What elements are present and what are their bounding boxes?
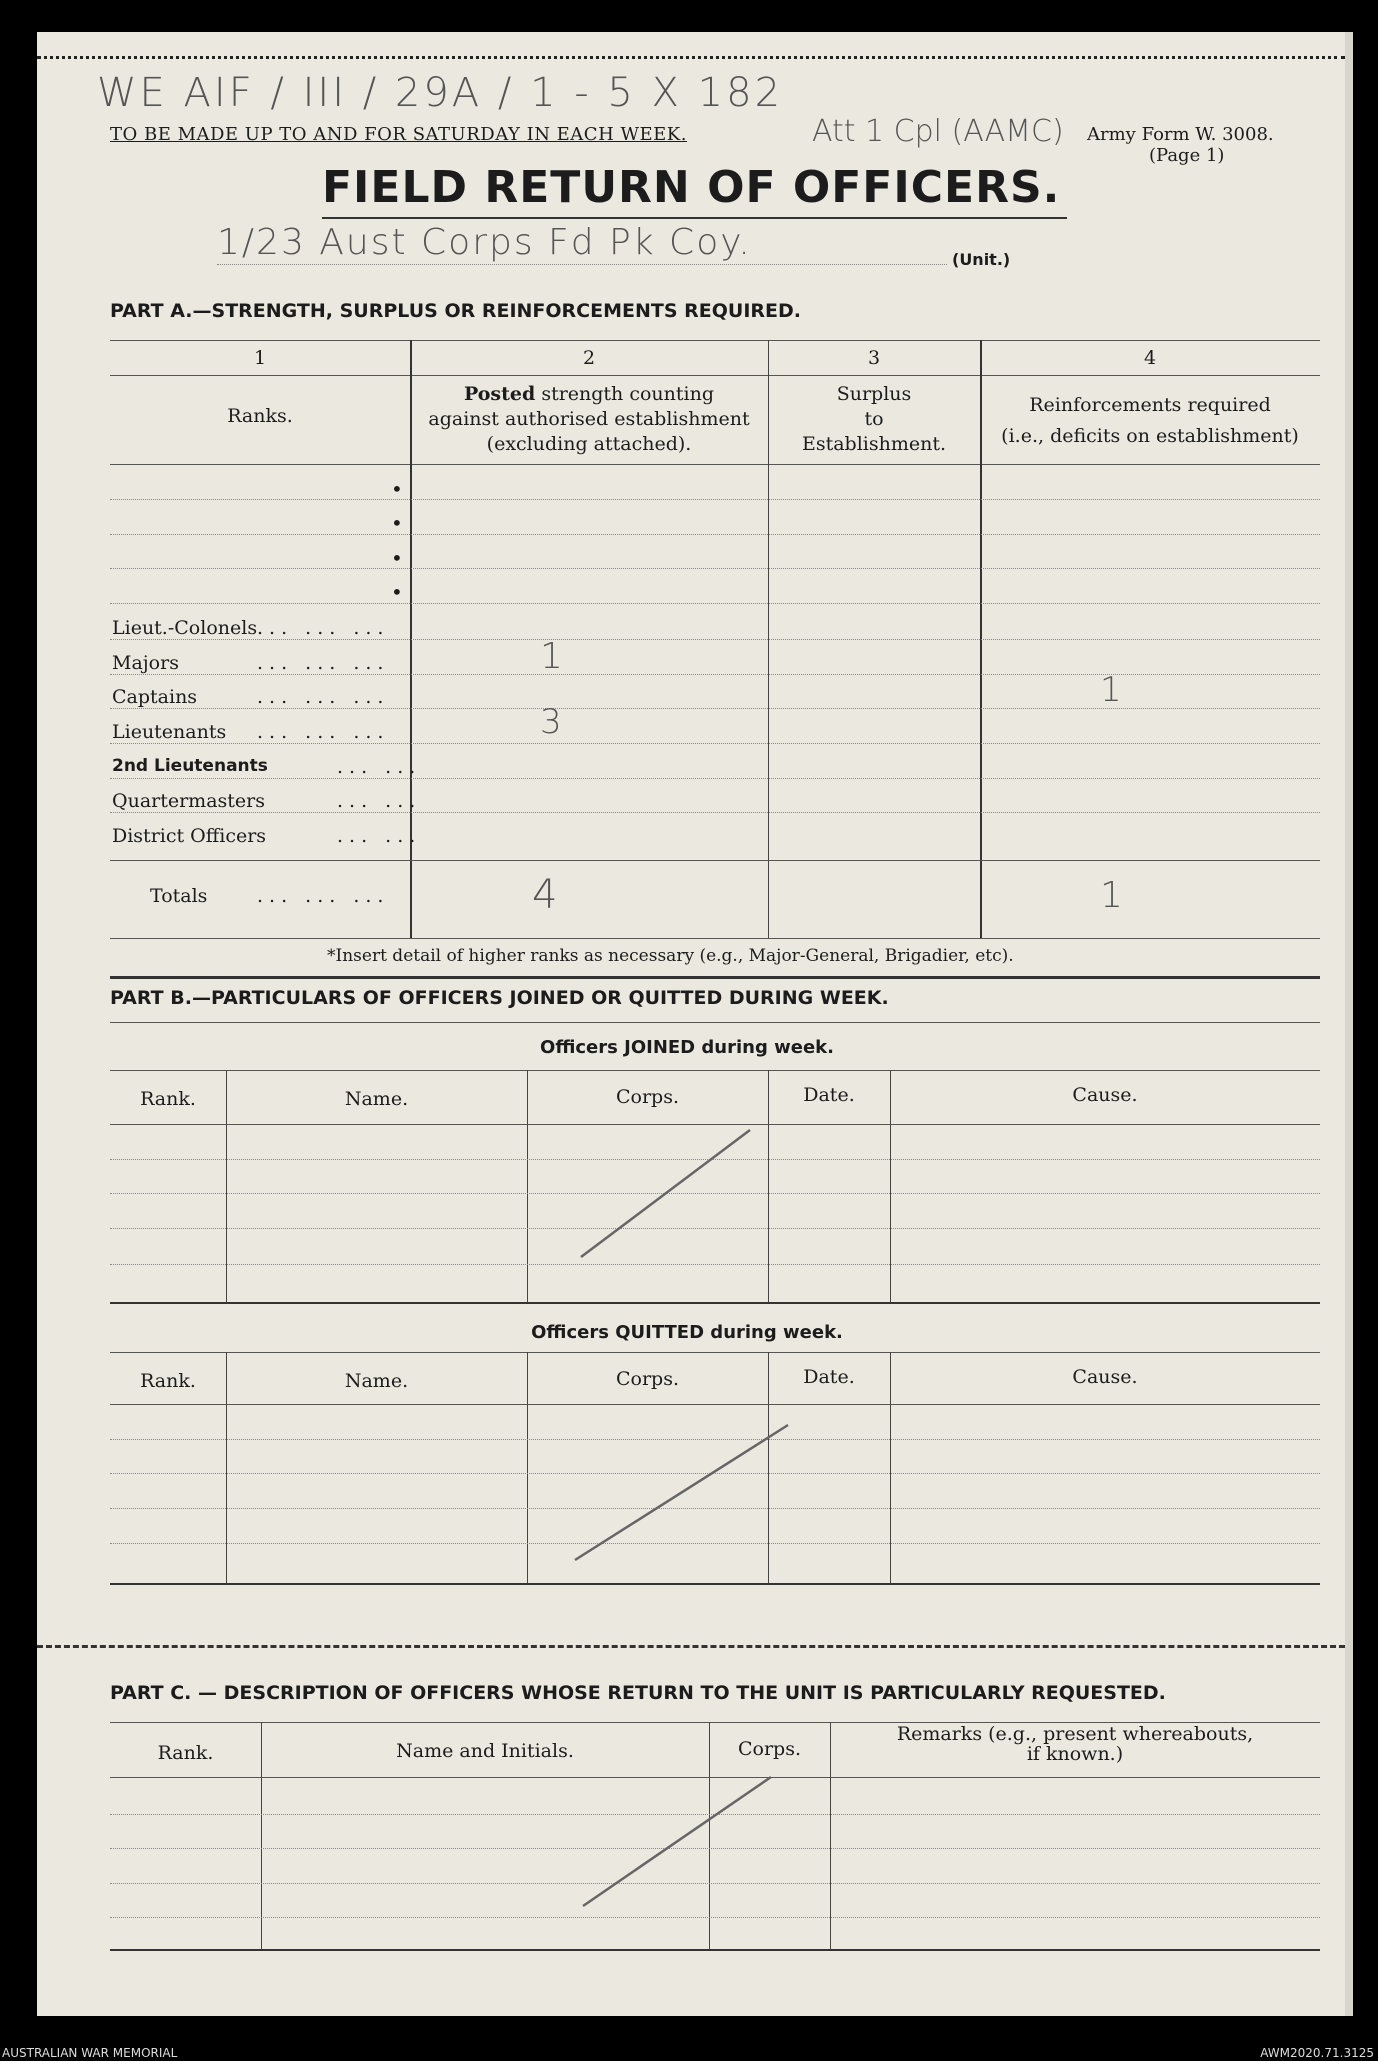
majors-posted-value: 1 (540, 636, 563, 677)
part-c-name-header: Name and Initials. (396, 1740, 574, 1762)
instruction-text: TO BE MADE UP TO AND FOR SATURDAY IN EACH WEEK. (110, 124, 687, 145)
posted-line-2: against authorised establishment (428, 408, 750, 430)
col-number-2: 2 (582, 347, 596, 369)
page-number: (Page 1) (1149, 145, 1225, 166)
quitted-strike-line (575, 1425, 788, 1560)
joined-title: Officers JOINED during week. (540, 1037, 834, 1058)
part-b-title: PART B.—PARTICULARS OF OFFICERS JOINED OR QUITTED DURING WEEK. (110, 987, 889, 1009)
totals-dots: ... ... ... (257, 885, 390, 907)
lieutenants-posted-value: 3 (540, 702, 562, 742)
rank-dots: ... ... ... (257, 686, 390, 708)
handwritten-unit: 1/23 Aust Corps Fd Pk Coy. (217, 222, 752, 263)
rank-dots: ... ... (337, 756, 422, 778)
handwritten-reference: WE AIF / III / 29A / 1 - 5 X 182 (97, 70, 784, 116)
rank-dots: ... ... (337, 825, 422, 847)
part-a-footnote: *Insert detail of higher ranks as necessary (e.g., Major-General, Brigadier, etc). (327, 946, 1014, 966)
posted-bold: Posted (463, 383, 536, 405)
bullet: • (391, 580, 403, 604)
part-c-title: PART C. — DESCRIPTION OF OFFICERS WHOSE RETURN TO THE UNIT IS PARTICULARLY REQUESTED. (110, 1682, 1166, 1704)
joined-rank-header: Rank. (140, 1088, 196, 1110)
part-c-rank-header: Rank. (157, 1742, 214, 1764)
quitted-name-header: Name. (344, 1370, 409, 1392)
rank-lieut-colonels: Lieut.-Colonels (112, 617, 258, 639)
pencil-strike-lines (37, 32, 1345, 2016)
bullet: • (391, 546, 403, 570)
part-c-strike-line (583, 1777, 771, 1906)
joined-corps-header: Corps. (615, 1086, 679, 1108)
remarks-line-2: if known.) (1026, 1743, 1124, 1765)
bullet: • (391, 511, 403, 535)
paper-edge (1345, 32, 1353, 2016)
rank-2nd-lieutenants: 2nd Lieutenants (112, 756, 268, 776)
totals-label: Totals (150, 885, 208, 907)
footer-right: AWM2020.71.3125 (1260, 2046, 1374, 2060)
rank-dots: ... ... (337, 790, 422, 812)
form-page (37, 32, 1345, 2016)
rank-district-officers: District Officers (112, 825, 267, 847)
reinforcements-line-1: Reinforcements required (1029, 394, 1271, 416)
rank-majors: Majors (112, 652, 179, 674)
form-number: Army Form W. 3008. (1087, 124, 1274, 145)
joined-cause-header: Cause. (1072, 1084, 1138, 1106)
captains-reinforcements-value: 1 (1100, 670, 1122, 710)
surplus-line-2: to (864, 408, 884, 430)
page-title: FIELD RETURN OF OFFICERS. (322, 162, 1061, 213)
surplus-line-1: Surplus (836, 383, 912, 405)
col-number-3: 3 (867, 347, 881, 369)
rank-lieutenants: Lieutenants (112, 721, 227, 743)
ranks-header: Ranks. (227, 405, 293, 427)
handwritten-attached: Att 1 Cpl (AAMC) (812, 114, 1064, 149)
part-a-title: PART A.—STRENGTH, SURPLUS OR REINFORCEMENTS REQUIRED. (110, 300, 802, 322)
joined-date-header: Date. (803, 1084, 855, 1106)
totals-posted-value: 4 (532, 872, 558, 918)
rank-dots: ... ... ... (257, 721, 390, 743)
posted-line-3: (excluding attached). (486, 433, 692, 455)
reinforcements-line-2: (i.e., deficits on establishment) (1001, 425, 1299, 447)
rank-quartermasters: Quartermasters (112, 790, 265, 812)
quitted-corps-header: Corps. (615, 1368, 679, 1390)
footer-left: AUSTRALIAN WAR MEMORIAL (2, 2046, 178, 2060)
rank-dots: ... ... ... (257, 652, 390, 674)
joined-name-header: Name. (344, 1088, 409, 1110)
totals-reinforcements-value: 1 (1100, 875, 1123, 916)
quitted-rank-header: Rank. (140, 1370, 196, 1392)
joined-strike-line (581, 1130, 750, 1257)
rank-captains: Captains (112, 686, 198, 708)
quitted-title: Officers QUITTED during week. (531, 1322, 843, 1343)
col-number-4: 4 (1143, 347, 1157, 369)
quitted-date-header: Date. (803, 1366, 855, 1388)
surplus-line-3: Establishment. (801, 433, 947, 455)
quitted-cause-header: Cause. (1072, 1366, 1138, 1388)
part-c-corps-header: Corps. (737, 1738, 801, 1760)
bullet: • (391, 477, 403, 501)
remarks-line-1: Remarks (e.g., present whereabouts, (896, 1723, 1254, 1745)
rank-dots: ... ... ... (257, 617, 390, 639)
col-number-1: 1 (253, 347, 267, 369)
unit-label: (Unit.) (952, 250, 1011, 269)
posted-rest: strength counting (541, 383, 715, 405)
